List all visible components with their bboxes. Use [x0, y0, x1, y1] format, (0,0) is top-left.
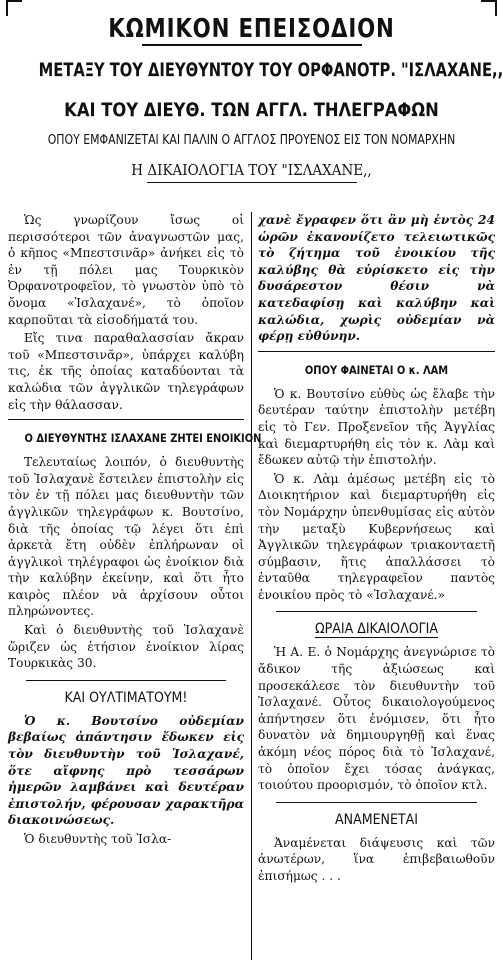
section-rule	[8, 419, 244, 420]
paragraph: Τελευταίως λοιπόν, ὁ διευθυντὴς τοῦ Ἰσλαχανὲ ἔστειλεν ἐπιστολὴν εἰς τὸν ἐν τῇ πόλει μας διευθυντὴν τῶν ἀγγλικῶν τηλεγράφων κ. Βουτσίνο, διὰ τῆς ὁποίας τῷ λέγει ὅτι ἐπὶ ἀρκετὰ ἔτη οὐδὲν ἐπλήρωναν οἱ ἀγγλικοὶ τηλέγραφοι ὡς ἐνοίκιον διὰ τὴν καλύβην ἐκείνην, καὶ ὅτι ἦτο καιρὸς πλέον νὰ ἀρχίσουν οὗτοι πληρώνοντες.	[8, 455, 244, 619]
subheading: Ο ΔΙΕΥΘΥΝΤΗΣ ΙΣΛΑΧΑΝΕ ΖΗΤΕΙ ΕΝΟΙΚΙΟΝ	[24, 431, 262, 446]
subheading	[270, 620, 483, 638]
article-header	[4, 14, 503, 183]
paragraph: Ἡ Α. Ε. ὁ Νομάρχης ἀνεγνώρισε τὸ ἄδικον τῆς ἀξιώσεως καὶ προσεκάλεσε τὸν διευθυντὴν τοῦ Ἰσλαχανέ. Οὗτος δικαιολογούμενος ἀπήντησεν ὅτι ἐνόμισεν, ὅτι ἦτο δυνατὸν νὰ δημιουργηθῇ καὶ ἕνας ἀκόμη νέος πόρος διὰ τὸ Ἰσλαχανέ, τὸ ὁποῖον ἔχει τόσας ἀνάγκας, τοιούτου προορισμόν, τὸ ὁποῖον κτλ.	[258, 645, 495, 793]
left-column	[8, 212, 262, 960]
paragraph: Ὁ διευθυντὴς τοῦ Ἰσλα-	[24, 832, 172, 846]
paragraph: Ὁ κ. Λὰμ ἀμέσως μετέβη εἰς τὸ Διοικητήριον καὶ διεμαρτυρήθη εἰς τὸν Νομάρχην ὑπενθυμίσας εἰς αὐτὸν τὴν μεταξὺ Κυβερνήσεως καὶ Ἀγγλικῶν τηλεγράφων τριακονταετῆ σύμβασιν, ἥτις ἀπαλλάσσει τὸ ἐνταῦθα τηλεγραφεῖον παντὸς ἐνοικίου πρὸς τὸ «Ἰσλαχανέ.»	[258, 471, 495, 602]
newspaper-clipping	[4, 0, 503, 960]
paragraph-bold: Ὁ κ. Βουτσίνο οὐδεμίαν βεβαίως ἀπάντησιν ἔδωκεν εἰς τὸν διευθυντὴν τοῦ Ἰσλαχανέ, ὅτε αἴφνης πρὸ τεσσάρων ἡμερῶν λαμβάνει καὶ δευτέραν ἐπιστολήν, φέρουσαν χαρακτῆρα διακοινώσεως.	[8, 713, 244, 828]
headline-line-4: ΟΠΟΥ ΕΜΦΑΝΙΖΕΤΑΙ ΚΑΙ ΠΑΛΙΝ Ο ΑΓΓΛΟΣ ΠΡΟΥΕΝΟΣ ΕΙΣ ΤΟΝ ΝΟΜΑΡΧΗΝ	[47, 133, 456, 148]
paragraph: Εἴς τινα παραθαλασσίαν ἄκραν τοῦ «Μπεστσινᾶρ», ὑπάρχει καλύβη τις, ἐκ τῆς ὁποίας καταδύονται τὰ καλώδια τῶν ἀγγλικῶν τηλεγράφων εἰς τὴν θάλασσαν.	[8, 331, 244, 412]
corner-mark-right	[481, 0, 497, 16]
right-column	[258, 212, 495, 960]
section-rule	[26, 680, 226, 681]
column-divider	[251, 212, 252, 960]
article-body	[4, 212, 499, 960]
headline-line-2: ΜΕΤΑΞΥ ΤΟΥ ΔΙΕΥΘΥΝΤΟΥ ΤΟΥ ΟΡΦΑΝΟΤΡ. "ΙΣΛΑΧΑΝΕ,,	[38, 59, 503, 81]
paragraph: Ἀναμένεται διάψευσις καὶ τῶν ἀνωτέρων, ἵνα ἐπιβεβαιωθοῦν ἐπισήμως . . .	[258, 835, 495, 883]
subheading: ΟΠΟΥ ΦΑΙΝΕΤΑΙ Ο κ. ΛΑΜ	[304, 362, 449, 377]
paragraph-bold: χανὲ ἔγραφεν ὅτι ἂν μὴ ἐντὸς 24 ὡρῶν ἐκανονίζετο τελειωτικῶς τὸ ζήτημα τοῦ ἐνοικίου τῆς καλύβης θὰ εὑρίσκετο εἰς τὴν δυσάρεστον θέσιν νὰ κατεδαφίσῃ καὶ καλύβην καὶ καλώδια, χωρὶς οὐδεμίαν νὰ φέρῃ εὐθύνην.	[258, 213, 495, 344]
header-rule	[147, 182, 357, 183]
subheading: ΚΑΙ ΟΥΛΤΙΜΑΤΟΥΜ!	[64, 689, 188, 706]
headline-line-5: Η ΔΙΚΑΙΟΛΟΓΙΑ ΤΟΥ "ΙΣΛΑΧΑΝΕ,,	[131, 161, 372, 179]
paragraph: Ὁ κ. Βουτσίνο εὐθὺς ὡς ἔλαβε τὴν δευτέραν ταύτην ἐπιστολὴν μετέβη εἰς τὸ Γεν. Προξενεῖον τῆς Ἀγγλίας καὶ διεμαρτυρήθη εἰς τὸν κ. Λὰμ καὶ ἔδωκεν αὐτῷ τὴν ἐπιστολήν.	[258, 386, 495, 468]
corner-mark-left	[6, 0, 22, 16]
subheading: ΑΝΑΜΕΝΕΤΑΙ	[335, 811, 418, 828]
paragraph: Ὡς γνωρίζουν ἴσως οἱ περισσότεροι τῶν ἀναγνωστῶν μας, ὁ κῆπος «Μπεστσινᾶρ» ἀνήκει εἰς τὸ ἐν τῇ πόλει μας Τουρκικὸν Ὀρφανοτροφεῖον, τὸ γνωστὸν ὑπὸ τὸ ὄνομα «Ἰσλαχανέ», τὸ ὁποῖον καρποῦται τὰ εἰσοδήματά του.	[8, 213, 244, 327]
section-rule	[276, 802, 477, 803]
headline-line-3: ΚΑΙ ΤΟΥ ΔΙΕΥΘ. ΤΩΝ ΑΓΓΛ. ΤΗΛΕΓΡΑΦΩΝ	[64, 99, 439, 121]
section-rule	[276, 611, 477, 612]
subheading-text: ΩΡΑΙΑ ΔΙΚΑΙΟΛΟΓΙΑ	[315, 621, 438, 638]
section-rule	[258, 351, 495, 352]
headline-underline	[142, 44, 362, 46]
headline-title: ΚΩΜΙΚΟΝ ΕΠΕΙΣΟΔΙΟΝ	[108, 14, 395, 44]
paragraph: Καὶ ὁ διευθυντὴς τοῦ Ἰσλαχανὲ ὥριζεν ὡς ἐτήσιον ἐνοίκιον λίρας Τουρκικὰς 30.	[8, 623, 244, 671]
